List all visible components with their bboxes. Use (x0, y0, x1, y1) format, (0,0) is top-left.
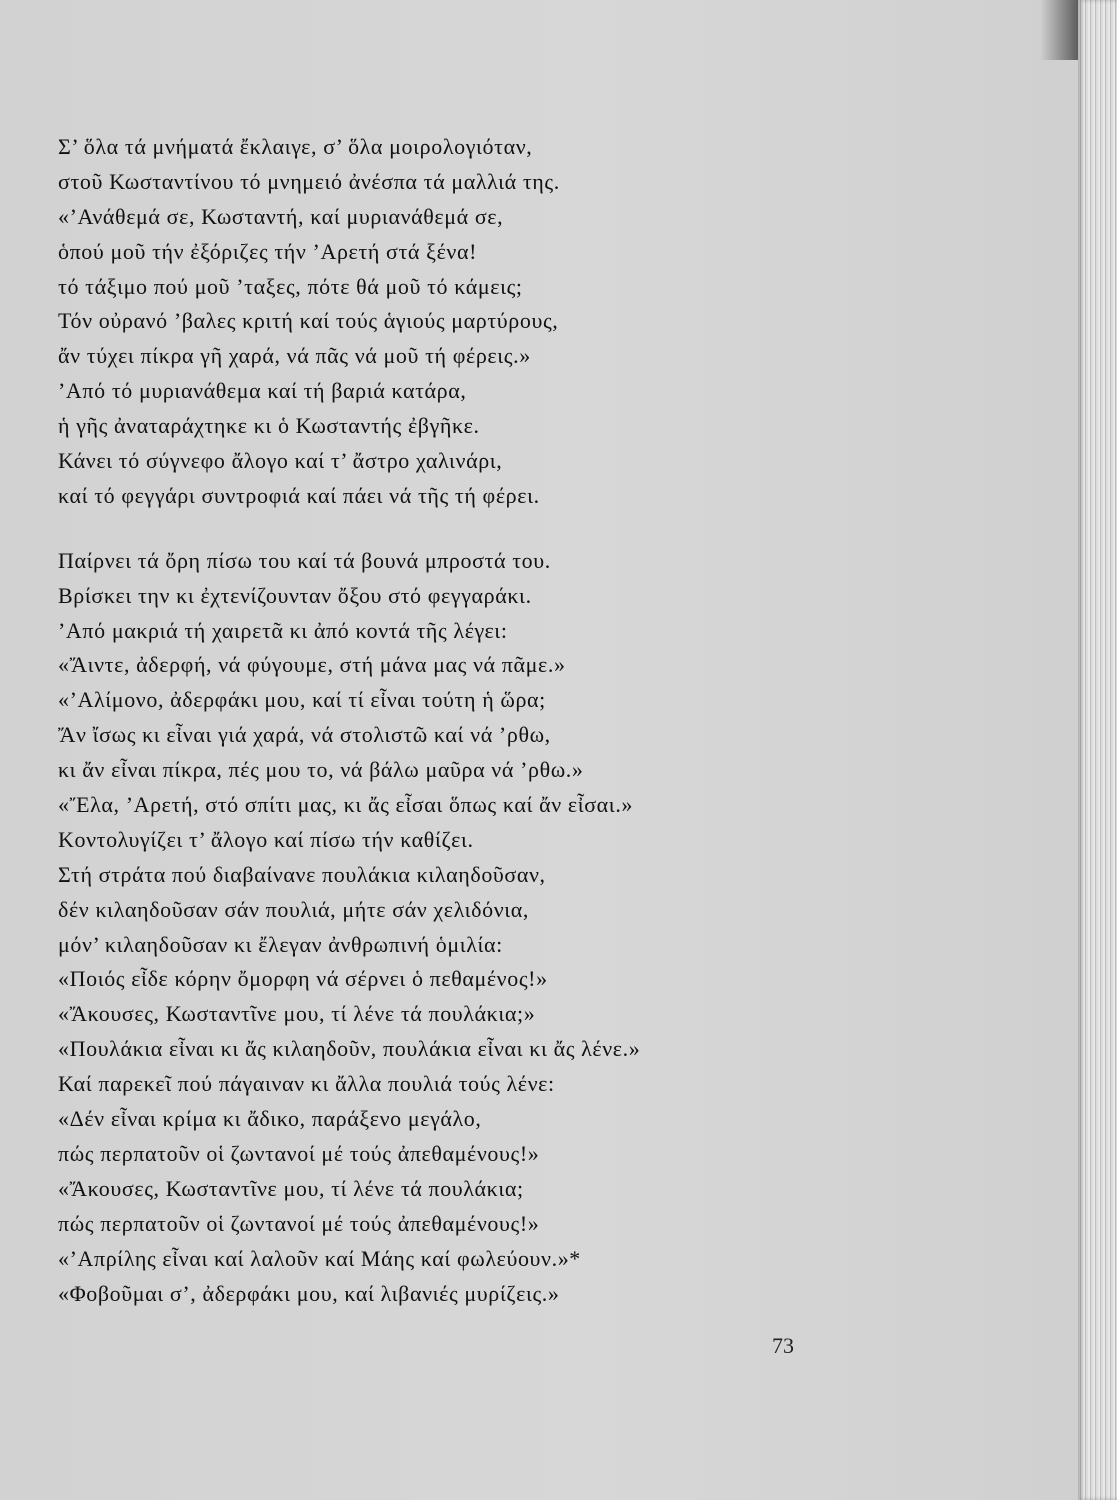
verse-line: κι ἄν εἶναι πίκρα, πές μου το, νά βάλω μαῦρα νά ’ρθω.» (58, 757, 584, 783)
verse-line: πώς περπατοῦν οἱ ζωντανοί μέ τούς ἀπεθαμένους!» (58, 1210, 540, 1236)
verse-line: τό τάξιμο πού μοῦ ’ταξες, πότε θά μοῦ τό κάμεις; (58, 273, 523, 299)
gutter-shadow (1040, 0, 1078, 60)
verse-line: Κάνει τό σύγνεφο ἄλογο καί τ’ ἄστρο χαλινάρι, (58, 448, 503, 474)
verse-line: Στή στράτα πού διαβαίνανε πουλάκια κιλαηδοῦσαν, (58, 861, 546, 887)
verse-line: ’Από μακριά τή χαιρετᾶ κι ἀπό κοντά τῆς λέγει: (58, 617, 508, 643)
stanza-2 (58, 544, 778, 1312)
poem-text (58, 130, 778, 1341)
verse-line: Τόν οὐρανό ’βαλες κριτή καί τούς ἁγιούς μαρτύρους, (58, 308, 559, 334)
verse-line: «Ἄκουσες, Κωσταντῖνε μου, τί λένε τά πουλάκια;» (58, 1001, 536, 1027)
verse-line: στοῦ Κωσταντίνου τό μνημειό ἀνέσπα τά μαλλιά της. (58, 168, 560, 194)
verse-line: Ἄν ἴσως κι εἶναι γιά χαρά, νά στολιστῶ καί νά ’ρθω, (58, 722, 551, 748)
verse-line: «Ποιός εἶδε κόρην ὄμορφη νά σέρνει ὁ πεθαμένος!» (58, 966, 548, 992)
verse-line: Σ’ ὅλα τά μνήματά ἔκλαιγε, σ’ ὅλα μοιρολογιόταν, (58, 134, 533, 159)
verse-line: ’Από τό μυριανάθεμα καί τή βαριά κατάρα, (58, 378, 467, 404)
verse-line: «Πουλάκια εἶναι κι ἄς κιλαηδοῦν, πουλάκια εἶναι κι ἄς λένε.» (58, 1036, 641, 1062)
verse-line: ἄν τύχει πίκρα γῆ χαρά, νά πᾶς νά μοῦ τή φέρεις.» (58, 343, 531, 369)
verse-line: «’Αλίμονο, ἀδερφάκι μου, καί τί εἶναι τούτη ἡ ὥρα; (58, 687, 546, 713)
verse-line: ἡ γῆς ἀναταράχτηκε κι ὁ Κωσταντής ἐβγῆκε. (58, 413, 480, 439)
verse-line: καί τό φεγγάρι συντροφιά καί πάει νά τῆς τή φέρει. (58, 482, 540, 508)
verse-line: δέν κιλαηδοῦσαν σάν πουλιά, μήτε σάν χελιδόνια, (58, 896, 530, 922)
verse-line: ὁπού μοῦ τήν ἐξόριζες τήν ’Αρετή στά ξένα! (58, 238, 478, 264)
verse-line: Καί παρεκεῖ πού πάγαιναν κι ἄλλα πουλιά τούς λένε: (58, 1071, 555, 1097)
verse-line: «’Απρίλης εἶναι καί λαλοῦν καί Μάης καί φωλεύουν.»* (58, 1245, 581, 1271)
verse-line: «Δέν εἶναι κρίμα κι ἄδικο, παράξενο μεγάλο, (58, 1106, 482, 1132)
verse-line: Κοντολυγίζει τ’ ἄλογο καί πίσω τήν καθίζει. (58, 826, 474, 852)
verse-line: μόν’ κιλαηδοῦσαν κι ἔλεγαν ἀνθρωπινή ὁμιλία: (58, 931, 503, 957)
page-number: 73 (772, 1333, 794, 1358)
verse-line: πώς περπατοῦν οἱ ζωντανοί μέ τούς ἀπεθαμένους!» (58, 1140, 540, 1166)
verse-line: Βρίσκει την κι ἐχτενίζουνταν ὄξου στό φεγγαράκι. (58, 582, 532, 608)
verse-line: «’Ανάθεμά σε, Κωσταντή, καί μυριανάθεμά σε, (58, 203, 504, 229)
verse-line: «Φοβοῦμαι σ’, ἀδερφάκι μου, καί λιβανιές μυρίζεις.» (58, 1280, 560, 1306)
verse-line: «Ἄιντε, ἀδερφή, νά φύγουμε, στή μάνα μας νά πᾶμε.» (58, 652, 566, 678)
stanza-1 (58, 130, 778, 514)
page-stack-edge (1078, 0, 1117, 1500)
verse-line: «Ἄκουσες, Κωσταντῖνε μου, τί λένε τά πουλάκια; (58, 1175, 524, 1201)
verse-line: Παίρνει τά ὄρη πίσω του καί τά βουνά μπροστά του. (58, 547, 551, 573)
verse-line: «Ἔλα, ’Αρετή, στό σπίτι μας, κι ἄς εἶσαι ὅπως καί ἄν εἶσαι.» (58, 792, 634, 818)
